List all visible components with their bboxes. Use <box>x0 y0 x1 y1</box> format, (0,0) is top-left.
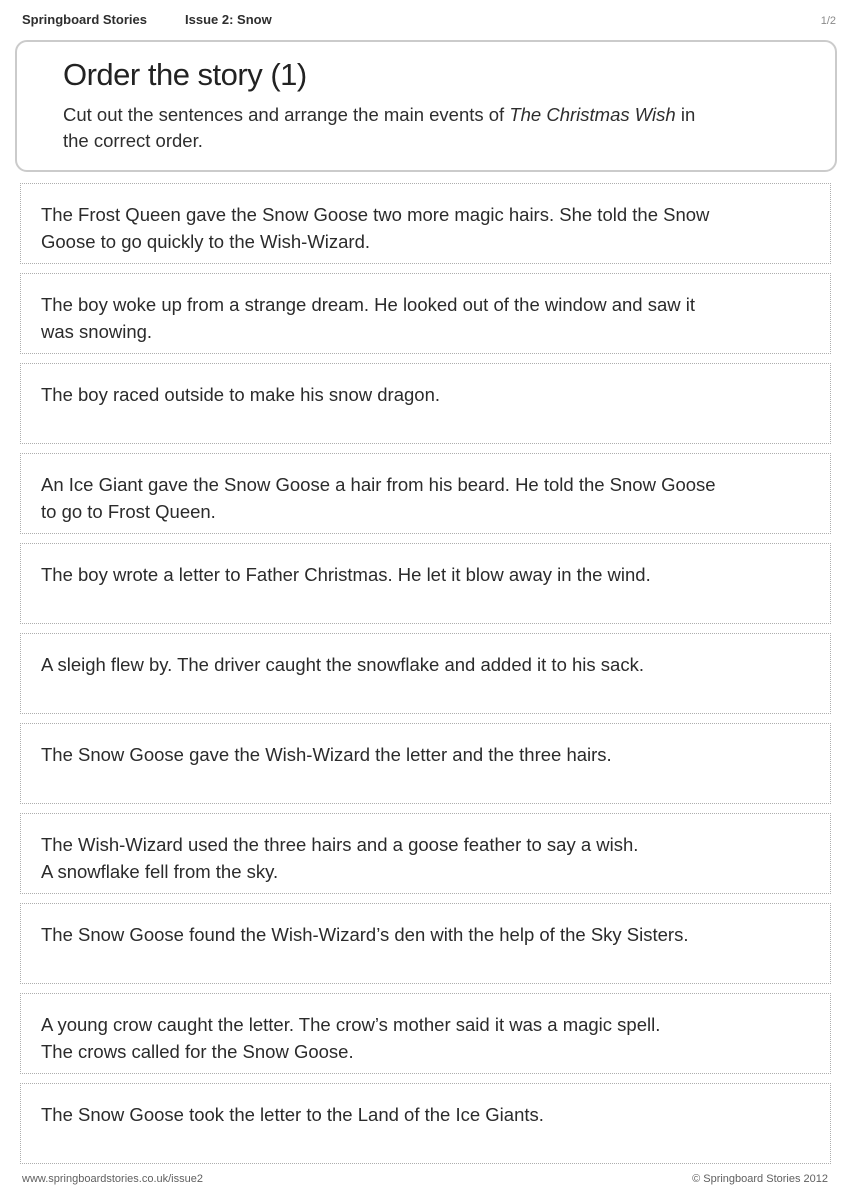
sentence-strip <box>20 453 831 534</box>
sentence-strip <box>20 183 831 264</box>
instruction-line2: the correct order. <box>63 130 203 151</box>
strip-line: The crows called for the Snow Goose. <box>41 1041 354 1062</box>
strip-line: A snowflake fell from the sky. <box>41 861 279 882</box>
strip-line: The boy wrote a letter to Father Christmas. He let it blow away in the wind. <box>41 564 651 585</box>
strip-line: was snowing. <box>41 321 153 342</box>
strip-line: The Snow Goose took the letter to the Land of the Ice Giants. <box>41 1104 544 1125</box>
strips-container <box>20 183 831 1164</box>
strip-line: The boy woke up from a strange dream. He looked out of the window and saw it <box>41 294 696 315</box>
sentence-strip <box>20 993 831 1074</box>
footer-copyright: © Springboard Stories 2012 <box>692 1173 828 1185</box>
story-title-italic: The Christmas Wish <box>509 104 676 125</box>
brand-text: Springboard Stories <box>22 12 147 27</box>
sentence-strip <box>20 543 831 624</box>
strip-line: A young crow caught the letter. The crow’s mother said it was a magic spell. <box>41 1014 661 1035</box>
instruction-text <box>63 102 805 154</box>
instruction-suffix: in <box>675 104 696 125</box>
title-box <box>15 40 837 172</box>
strip-line: Goose to go quickly to the Wish-Wizard. <box>41 231 371 252</box>
strip-line: The boy raced outside to make his snow dragon. <box>41 384 441 405</box>
sentence-strip <box>20 633 831 714</box>
page-footer <box>22 1173 828 1185</box>
issue-text: Issue 2: Snow <box>185 12 272 27</box>
sentence-strip <box>20 903 831 984</box>
page-header <box>0 0 850 27</box>
sentence-strip <box>20 1083 831 1164</box>
strip-line: A sleigh flew by. The driver caught the snowflake and added it to his sack. <box>41 654 644 675</box>
sentence-strip <box>20 723 831 804</box>
footer-url: www.springboardstories.co.uk/issue2 <box>22 1173 203 1185</box>
sentence-strip <box>20 813 831 894</box>
strip-line: The Snow Goose found the Wish-Wizard’s den with the help of the Sky Sisters. <box>41 924 689 945</box>
strip-line: An Ice Giant gave the Snow Goose a hair from his beard. He told the Snow Goose <box>41 474 716 495</box>
page-title: Order the story (1) <box>63 57 307 92</box>
strip-line: The Frost Queen gave the Snow Goose two more magic hairs. She told the Snow <box>41 204 710 225</box>
instruction-prefix: Cut out the sentences and arrange the main events of <box>63 104 510 125</box>
sentence-strip <box>20 273 831 354</box>
strip-line: The Snow Goose gave the Wish-Wizard the letter and the three hairs. <box>41 744 612 765</box>
page-number: 1/2 <box>820 15 836 27</box>
strip-line: to go to Frost Queen. <box>41 501 216 522</box>
sentence-strip <box>20 363 831 444</box>
strip-line: The Wish-Wizard used the three hairs and a goose feather to say a wish. <box>41 834 639 855</box>
